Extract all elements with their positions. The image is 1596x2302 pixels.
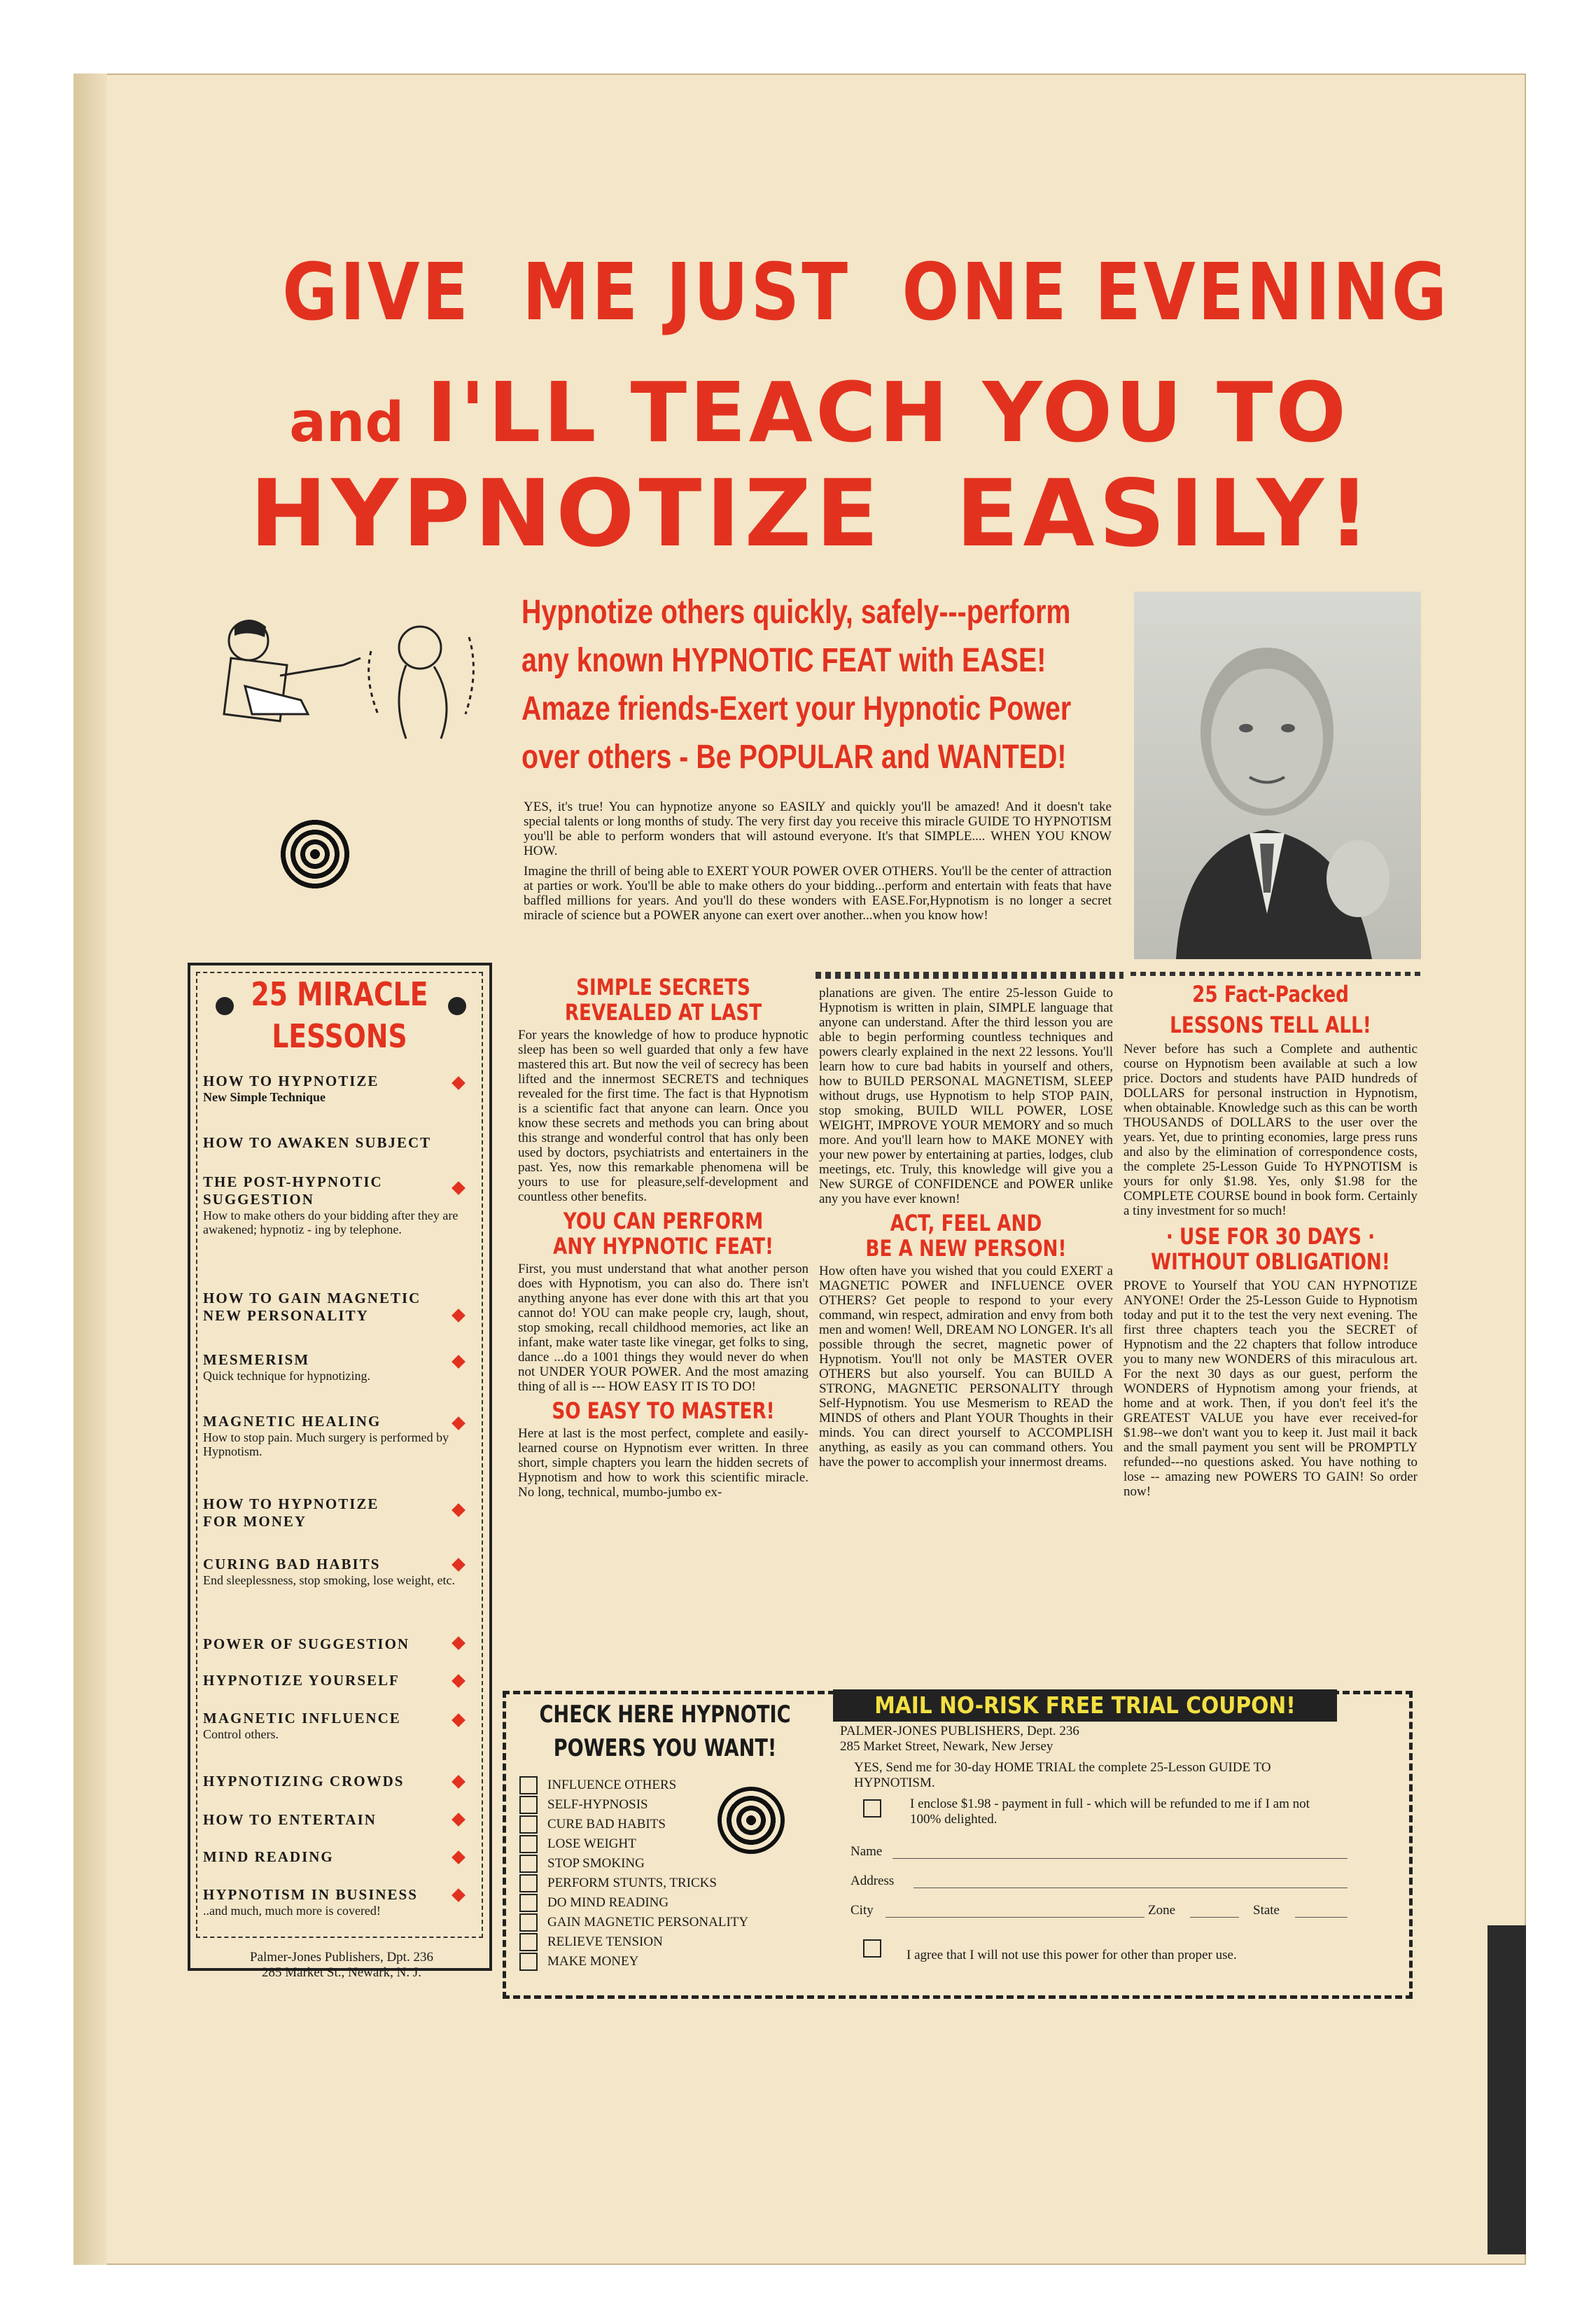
lesson-desc: How to stop pain. Much surgery is performed by Hypnotism. xyxy=(203,1430,449,1458)
checklist-label: MAKE MONEY xyxy=(547,1954,639,1969)
col1-heading: SO EASY TO MASTER! xyxy=(552,1397,775,1424)
col3-heading: LESSONS TELL ALL! xyxy=(1170,1012,1371,1038)
lesson-desc: New Simple Technique xyxy=(203,1090,326,1104)
col3-heading: 25 Fact-Packed xyxy=(1192,981,1349,1007)
lessons-footer xyxy=(188,1950,496,1981)
state-field[interactable] xyxy=(1295,1917,1348,1918)
col3-paragraph: Never before has such a Complete and authentic course on Hypnotism been available at such a low price. Doctors and students have PAID hundreds of DOLLARS for personal instruction in Hypnotism, when obtainable. Knowledge such as this can be worth THOUSANDS of DOLLARS to the user over the years. Yet, due to printing economies, large press runs and also by the elimination of correspondence costs, the complete 25-Lesson Guide To HYPNOTISM is yours for only $1.98. Yes, only $1.98 for the COMPLETE COURSE bound in book form. Certainly a tiny investment for so much! xyxy=(1124,1042,1418,1218)
checkbox[interactable] xyxy=(519,1835,538,1853)
lesson-title: MIND READING xyxy=(203,1848,334,1865)
agree-checkbox[interactable] xyxy=(863,1939,881,1958)
checklist-item[interactable] xyxy=(519,1874,820,1893)
lesson-desc: Quick technique for hypnotizing. xyxy=(203,1369,370,1383)
lesson-desc: Control others. xyxy=(203,1727,279,1741)
checklist-label: INFLUENCE OTHERS xyxy=(547,1778,677,1792)
checklist-item[interactable] xyxy=(519,1776,820,1795)
col2-heading: ACT, FEEL AND xyxy=(890,1210,1042,1236)
author-portrait xyxy=(1134,592,1421,959)
checklist-label: STOP SMOKING xyxy=(547,1856,645,1871)
name-label: Name xyxy=(850,1844,883,1859)
col2-paragraph: planations are given. The entire 25-lesson Guide to Hypnotism is written in plain, SIMPLE language that anyone can understand. After the third lesson you are able to begin performing countless techniques and powers clearly explained in the next 22 lessons. You'll learn how to cure bad habits in yourself and others, how to BUILD PERSONAL MAGNETISM, SLEEP without drugs, use Hypnotism to help STOP PAIN, stop smoking, BUILD WILL POWER, LOSE WEIGHT, IMPROVE YOUR MEMORY and so much more. And you'll learn how to MAKE MONEY with your new power by entertaining at parties, lodges, club meetings, etc. Truly, this knowledge will give you a New SURGE of CONFIDENCE and POWER unlike any you have ever known! xyxy=(819,986,1113,1206)
city-field[interactable] xyxy=(886,1917,1144,1918)
checklist-label: RELIEVE TENSION xyxy=(547,1934,663,1949)
column-3 xyxy=(1124,982,1418,1499)
checklist-label: GAIN MAGNETIC PERSONALITY xyxy=(547,1915,749,1930)
checkbox[interactable] xyxy=(519,1855,538,1873)
checklist-title-line: POWERS YOU WANT! xyxy=(553,1734,777,1762)
col1-heading: REVEALED AT LAST xyxy=(564,999,762,1026)
lesson-title: POWER OF SUGGESTION xyxy=(203,1635,410,1652)
coupon-agree: I agree that I will not use this power for other than proper use. xyxy=(906,1948,1237,1962)
lessons-title-line: 25 MIRACLE xyxy=(251,975,428,1013)
checkbox[interactable] xyxy=(519,1933,538,1951)
headline-line1: GIVE ME JUST ONE EVENING xyxy=(282,247,1450,338)
tagline-line: over others - Be POPULAR and WANTED! xyxy=(522,739,1067,776)
lesson-item xyxy=(203,1672,479,1689)
lesson-item xyxy=(203,1173,479,1236)
headline-teach: I'LL TEACH YOU TO xyxy=(426,364,1349,461)
lessons-title xyxy=(222,973,457,1057)
col3-paragraph: PROVE to Yourself that YOU CAN HYPNOTIZE ANYONE! Order the 25-Lesson Guide to Hypnotism today and put it to the test the very next evening. The first three chapters teach you the SECRET of Hypnotism and the 22 chapters that follow introduce you to many new WONDERS of this miraculous art. For the next 30 days as our guest, perform the WONDERS of Hypnotism among your friends, at home and at work. Then, if you don't feel it's the GREATEST VALUE you have ever received-for $1.98--we don't want you to keep it. Just mail it back and the small payment you sent will be PROMPTLY refunded---no questions asked. You have nothing to lose -- amazing new POWERS TO GAIN! So order now! xyxy=(1124,1278,1418,1499)
lesson-item xyxy=(203,1413,479,1458)
lesson-title: HYPNOTIZE YOURSELF xyxy=(203,1672,400,1689)
lesson-title: CURING BAD HABITS xyxy=(203,1556,381,1572)
lesson-desc: ..and much, much more is covered! xyxy=(203,1904,381,1918)
tagline xyxy=(522,588,1116,781)
dark-edge xyxy=(1488,1925,1526,2254)
lesson-title: MAGNETIC INFLUENCE xyxy=(203,1710,401,1726)
checklist-item[interactable] xyxy=(519,1952,820,1972)
headline-line2 xyxy=(203,364,1435,461)
checklist-label: SELF-HYPNOSIS xyxy=(547,1797,648,1812)
checklist-label: CURE BAD HABITS xyxy=(547,1817,666,1832)
checklist-label: LOSE WEIGHT xyxy=(547,1836,636,1851)
page-spine xyxy=(74,74,107,2265)
checklist-item[interactable] xyxy=(519,1815,820,1834)
checkbox[interactable] xyxy=(519,1953,538,1971)
lesson-title: HOW TO GAIN MAGNETIC NEW PERSONALITY xyxy=(203,1290,421,1324)
checklist-item[interactable] xyxy=(519,1893,820,1913)
column-2 xyxy=(819,986,1113,1470)
col1-heading: YOU CAN PERFORM xyxy=(563,1208,764,1234)
lesson-item xyxy=(203,1886,479,1918)
col1-paragraph: First, you must understand that what another person does with Hypnotism, you can also do. There isn't anything anyone has ever done with this art that you cannot do! YOU can make people cry, laugh, shout, stop smoking, recall childhood memories, act like an infant, make water taste like vinegar, get folks to sing, dance ...do a 1001 things they would never do when not UNDER YOUR POWER. And the most amazing thing of all is --- HOW EASY IT IS TO DO! xyxy=(518,1262,808,1394)
publisher-line: Palmer-Jones Publishers, Dpt. 236 xyxy=(250,1950,433,1965)
lesson-item xyxy=(203,1848,479,1866)
col1-paragraph: Here at last is the most perfect, complete and easily-learned course on Hypnotism ever written. In three short, simple chapters you learn the hidden secrets of Hypnotism and how to work this scientific miracle. No long, technical, mumbo-jumbo ex- xyxy=(518,1426,808,1500)
lesson-desc: How to make others do your bidding after they are awakened; hypnotiz - ing by telephone. xyxy=(203,1208,458,1236)
col2-paragraph: How often have you wished that you could EXERT a MAGNETIC POWER and INFLUENCE OVER OTHERS? Get people to respond to your every command, win respect, admiration and envy from both men and women! Well, DREAM NO LONGER. It's all possible through the secret, magnetic power of Hypnotism. You'll not only be MASTER OVER OTHERS but also yourself. You can BUILD A STRONG, MAGNETIC PERSONALITY through Self-Hypnotism. You use Mesmerism to READ the MINDS of others and Plant YOUR Thoughts in their minds. You can direct yourself to ACCOMPLISH anything, as easily as you can command others. You have the power to accomplish your innermost dreams. xyxy=(819,1264,1113,1470)
lesson-item xyxy=(203,1710,479,1741)
lesson-title: HYPNOTISM IN BUSINESS xyxy=(203,1886,418,1903)
checkbox[interactable] xyxy=(519,1796,538,1814)
checklist-item[interactable] xyxy=(519,1834,820,1854)
coupon-title: MAIL NO-RISK FREE TRIAL COUPON! xyxy=(833,1689,1337,1722)
intro-paragraph: YES, it's true! You can hypnotize anyone so EASILY and quickly you'll be amazed! And it doesn't take special talents or long months of study. The very first day you receive this miracle GUIDE TO HYPNOTISM you'll be able to perform wonders that will astound everyone. It's that SIMPLE.... WHEN YOU KNOW HOW. xyxy=(524,800,1112,858)
lesson-title: HOW TO ENTERTAIN xyxy=(203,1811,377,1828)
spiral-target-icon xyxy=(276,816,354,893)
address-label: Address xyxy=(850,1874,895,1888)
col1-heading: SIMPLE SECRETS xyxy=(576,974,750,1000)
checklist-item[interactable] xyxy=(519,1795,820,1815)
coupon-enclose: I enclose $1.98 - payment in full - which will be refunded to me if I am not 100% delighted. xyxy=(910,1797,1310,1827)
intro-paragraph: Imagine the thrill of being able to EXERT YOUR POWER OVER OTHERS. You'll be the center of attraction at parties or work. You'll be able to make others do your bidding...perform and entertain with feats that have baffled millions for years. And you'll do these wonders with EASE.For,Hypnotism is no longer a secret miracle of science but a POWER anyone can exert over another...when you know how! xyxy=(524,864,1112,923)
headline-line3: HYPNOTIZE EASILY! xyxy=(249,460,1375,568)
coupon-address: PALMER-JONES PUBLISHERS, Dept. 236 xyxy=(840,1724,1079,1738)
checkbox[interactable] xyxy=(519,1874,538,1892)
col3-heading: WITHOUT OBLIGATION! xyxy=(1151,1248,1390,1275)
lesson-title: THE POST-HYPNOTIC SUGGESTION xyxy=(203,1173,383,1208)
checklist-label: DO MIND READING xyxy=(547,1895,669,1910)
state-label: State xyxy=(1253,1903,1280,1918)
tagline-line: any known HYPNOTIC FEAT with EASE! xyxy=(522,642,1046,679)
checkbox[interactable] xyxy=(519,1894,538,1912)
hypnotist-illustration xyxy=(203,609,511,749)
lesson-item xyxy=(203,1635,479,1653)
lesson-item xyxy=(203,1290,479,1325)
col3-heading: · USE FOR 30 DAYS · xyxy=(1166,1223,1376,1250)
tagline-line: Hypnotize others quickly, safely---perform xyxy=(522,594,1071,631)
enclose-checkbox[interactable] xyxy=(863,1799,881,1818)
column-1 xyxy=(518,975,808,1500)
checklist xyxy=(519,1776,820,1972)
lesson-desc: End sleeplessness, stop smoking, lose weight, etc. xyxy=(203,1573,455,1587)
lesson-item xyxy=(203,1811,479,1829)
checklist-item[interactable] xyxy=(519,1932,820,1952)
lesson-item xyxy=(203,1351,479,1383)
publisher-address: 285 Market St., Newark, N. J. xyxy=(262,1965,421,1980)
lesson-item xyxy=(203,1556,479,1587)
checklist-label: PERFORM STUNTS, TRICKS xyxy=(547,1876,717,1890)
col1-heading: ANY HYPNOTIC FEAT! xyxy=(553,1233,774,1260)
lesson-title: MESMERISM xyxy=(203,1351,310,1368)
lesson-item xyxy=(203,1073,479,1104)
zone-label: Zone xyxy=(1148,1903,1176,1918)
col2-heading: BE A NEW PERSON! xyxy=(865,1235,1067,1262)
lesson-item xyxy=(203,1773,479,1790)
lesson-title: HOW TO HYPNOTIZE FOR MONEY xyxy=(203,1495,379,1530)
checklist-item[interactable] xyxy=(519,1913,820,1932)
checkbox[interactable] xyxy=(519,1815,538,1834)
intro-text xyxy=(524,800,1112,923)
decorative-border xyxy=(816,972,1124,979)
decorative-border xyxy=(1130,972,1424,976)
checkbox[interactable] xyxy=(519,1913,538,1932)
tagline-line: Amaze friends-Exert your Hypnotic Power xyxy=(522,690,1072,727)
author-photo xyxy=(1134,592,1421,959)
coupon-yes: YES, Send me for 30-day HOME TRIAL the complete 25-Lesson GUIDE TO HYPNOTISM. xyxy=(854,1760,1271,1790)
checklist-title xyxy=(507,1698,822,1765)
checklist-title-line: CHECK HERE HYPNOTIC xyxy=(539,1701,791,1729)
checklist-item[interactable] xyxy=(519,1854,820,1874)
lesson-item xyxy=(203,1495,479,1530)
city-label: City xyxy=(850,1903,874,1918)
lesson-title: MAGNETIC HEALING xyxy=(203,1413,382,1430)
lesson-title: HOW TO AWAKEN SUBJECT xyxy=(203,1134,432,1151)
lessons-title-line: LESSONS xyxy=(272,1017,407,1055)
zone-field[interactable] xyxy=(1190,1917,1239,1918)
coupon-form xyxy=(840,1724,1386,1791)
lesson-title: HYPNOTIZING CROWDS xyxy=(203,1773,405,1790)
coupon-address: 285 Market Street, Newark, New Jersey xyxy=(840,1739,1054,1754)
col1-paragraph: For years the knowledge of how to produce hypnotic sleep has been so well guarded that only a few have mastered this art. But now the veil of secrecy has been lifted and the innermost SECRETS and techniques revealed for the first time. The fact is that Hypnotism is a scientific fact that anyone can learn. Once you know these secrets and methods you can bring about this strange and wonderful control that has only been used by doctors, psychiatrists and entertainers in the past. Yes, now this remarkable phenomena will be yours to use for pleasure,self-development and countless other benefits. xyxy=(518,1028,808,1204)
lesson-title: HOW TO HYPNOTIZE xyxy=(203,1073,379,1089)
name-field[interactable] xyxy=(892,1858,1348,1859)
headline-and: and xyxy=(289,391,405,454)
checkbox[interactable] xyxy=(519,1776,538,1794)
lesson-item xyxy=(203,1134,479,1152)
